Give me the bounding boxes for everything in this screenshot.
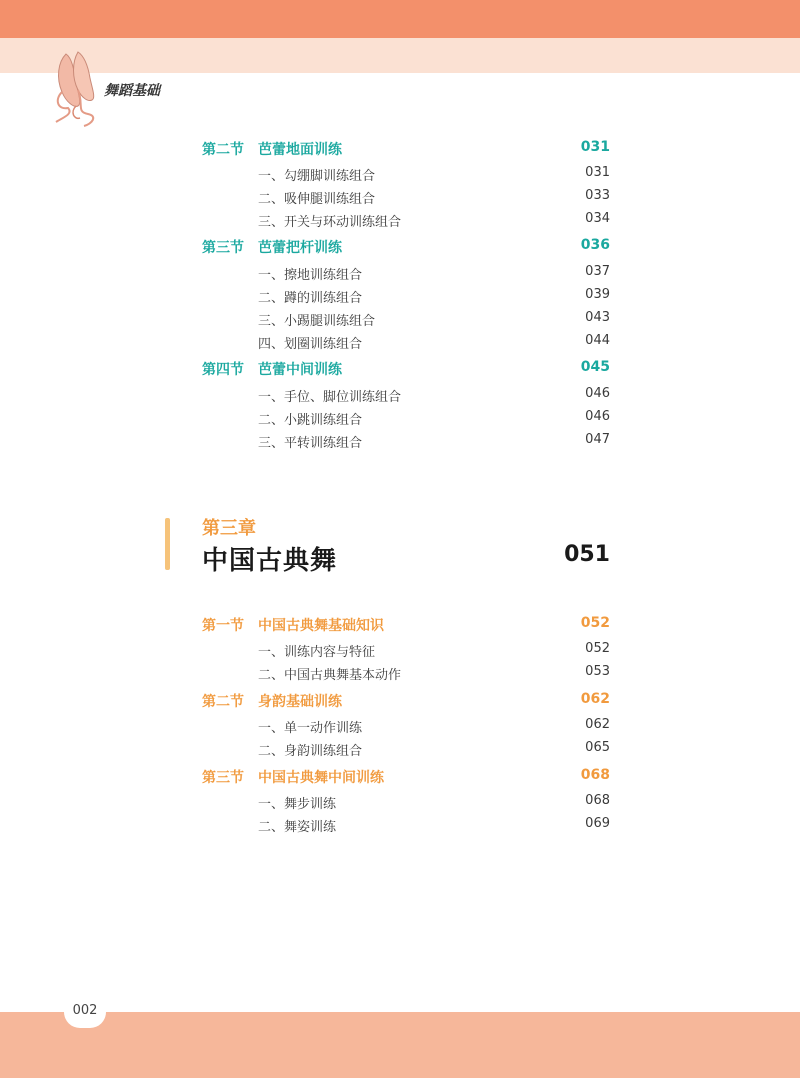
item-title: 一、舞步训练 [258,797,337,812]
section-page: 068 [580,767,610,783]
item-title: 二、吸伸腿训练组合 [258,192,376,207]
item-page: 037 [585,264,610,279]
section-title: 芭蕾中间训练 [258,362,342,378]
toc-item-row[interactable] [0,793,800,815]
section-label: 第二节 [202,694,244,710]
item-title: 三、开关与环动训练组合 [258,215,402,230]
section-page: 052 [580,615,610,631]
toc-section-row[interactable] [0,359,800,381]
toc-item-row[interactable] [0,664,800,686]
section-title: 中国古典舞中间训练 [258,770,384,786]
section-title: 芭蕾把杆训练 [258,240,342,256]
item-page: 039 [585,287,610,302]
toc-section-row[interactable] [0,615,800,637]
item-title: 一、训练内容与特征 [258,645,376,660]
item-title: 三、平转训练组合 [258,436,363,451]
item-title: 二、身韵训练组合 [258,744,363,759]
toc-section-row[interactable] [0,237,800,259]
item-page: 065 [585,740,610,755]
toc-item-row[interactable] [0,432,800,454]
top-band [0,0,800,38]
top-band-light [0,38,800,73]
section-label: 第二节 [202,142,244,158]
item-page: 033 [585,188,610,203]
section-title: 芭蕾地面训练 [258,142,342,158]
item-page: 046 [585,409,610,424]
toc-item-row[interactable] [0,386,800,408]
chapter-title[interactable]: 中国古典舞 [202,546,338,576]
toc-item-row[interactable] [0,264,800,286]
item-page: 069 [585,816,610,831]
toc-item-row[interactable] [0,740,800,762]
page-number: 002 [72,1003,98,1018]
item-page: 068 [585,793,610,808]
item-page: 034 [585,211,610,226]
page-number-badge [64,996,106,1028]
section-page: 045 [580,359,610,375]
item-page: 031 [585,165,610,180]
section-label: 第四节 [202,362,244,378]
chapter-accent-bar [165,518,170,570]
section-title: 中国古典舞基础知识 [258,618,384,634]
item-title: 四、划圈训练组合 [258,337,363,352]
toc-item-row[interactable] [0,211,800,233]
toc-item-row[interactable] [0,816,800,838]
item-page: 053 [585,664,610,679]
chapter-label: 第三章 [202,518,256,539]
toc-section-row[interactable] [0,139,800,161]
section-title: 身韵基础训练 [258,694,342,710]
item-title: 一、擦地训练组合 [258,268,363,283]
item-title: 二、小跳训练组合 [258,413,363,428]
toc-item-row[interactable] [0,287,800,309]
item-title: 二、舞姿训练 [258,820,337,835]
item-page: 046 [585,386,610,401]
section-page: 062 [580,691,610,707]
item-title: 二、中国古典舞基本动作 [258,668,402,683]
section-label: 第三节 [202,240,244,256]
item-title: 一、单一动作训练 [258,721,363,736]
chapter-page: 051 [564,542,610,567]
section-label: 第三节 [202,770,244,786]
toc-section-row[interactable] [0,691,800,713]
section-label: 第一节 [202,618,244,634]
toc-section-row[interactable] [0,767,800,789]
item-page: 043 [585,310,610,325]
item-title: 三、小踢腿训练组合 [258,314,376,329]
toc-item-row[interactable] [0,717,800,739]
item-page: 044 [585,333,610,348]
item-title: 一、勾绷脚训练组合 [258,169,376,184]
item-title: 二、蹲的训练组合 [258,291,363,306]
toc-item-row[interactable] [0,641,800,663]
item-page: 062 [585,717,610,732]
toc-item-row[interactable] [0,165,800,187]
item-page: 052 [585,641,610,656]
bottom-band [0,1012,800,1078]
item-page: 047 [585,432,610,447]
section-page: 036 [580,237,610,253]
item-title: 一、手位、脚位训练组合 [258,390,402,405]
toc-item-row[interactable] [0,310,800,332]
section-page: 031 [580,139,610,155]
toc-item-row[interactable] [0,409,800,431]
toc-item-row[interactable] [0,333,800,355]
header-title: 舞蹈基础 [104,83,160,99]
toc-item-row[interactable] [0,188,800,210]
